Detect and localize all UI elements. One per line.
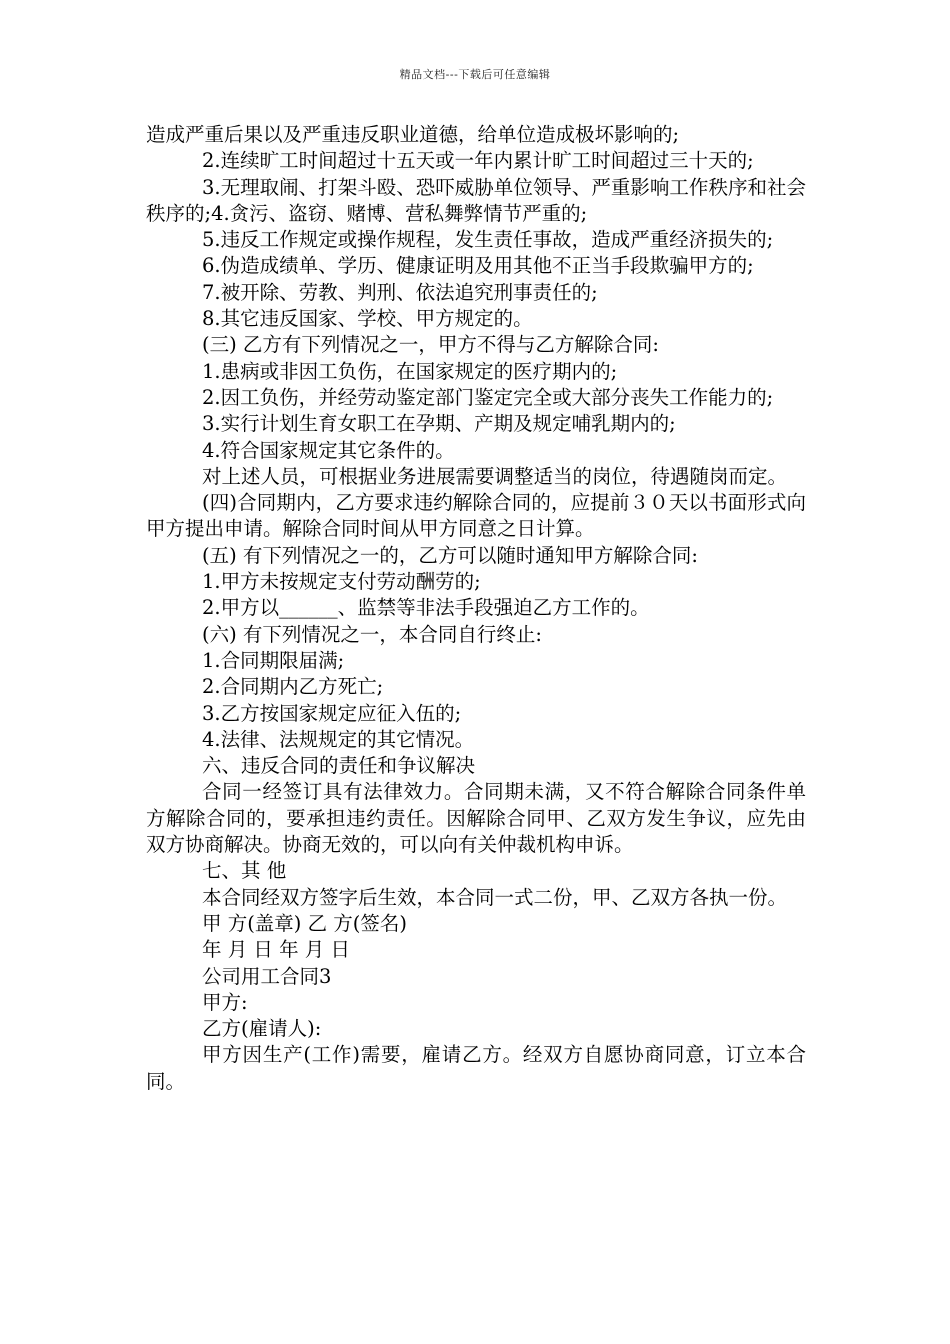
paragraph: 5.违反工作规定或操作规程，发生责任事故，造成严重经济损失的; — [202, 228, 774, 252]
document-body — [146, 122, 806, 1095]
paragraph: 本合同经双方签字后生效，本合同一式二份，甲、乙双方各执一份。 — [202, 885, 788, 909]
paragraph: 2.合同期内乙方死亡; — [202, 675, 384, 699]
paragraph: 3.实行计划生育女职工在孕期、产期及规定哺乳期内的; — [202, 412, 676, 436]
paragraph: 8.其它违反国家、学校、甲方规定的。 — [202, 307, 533, 331]
paragraph: 甲方因生产(工作)需要，雇请乙方。经双方自愿协商同意，订立本合同。 — [146, 1043, 806, 1093]
paragraph: 六、违反合同的责任和争议解决 — [202, 754, 476, 778]
paragraph: 公司用工合同3 — [202, 964, 332, 988]
paragraph: 乙方(雇请人): — [202, 1017, 322, 1041]
paragraph: (四)合同期内，乙方要求违约解除合同的，应提前３０天以书面形式向甲方提出申请。解除合同时间从甲方同意之日计算。 — [146, 491, 806, 541]
paragraph: 2.因工负伤，并经劳动鉴定部门鉴定完全或大部分丧失工作能力的; — [202, 385, 774, 409]
paragraph: 3.无理取闹、打架斗殴、恐吓威胁单位领导、严重影响工作秩序和社会秩序的;4.贪污、盗窃、赌博、营私舞弊情节严重的; — [146, 175, 806, 225]
paragraph: 对上述人员，可根据业务进展需要调整适当的岗位，待遇随岗而定。 — [202, 464, 788, 488]
paragraph: 4.法律、法规规定的其它情况。 — [202, 727, 475, 751]
paragraph: 1.患病或非因工负伤，在国家规定的医疗期内的; — [202, 359, 618, 383]
paragraph: 合同一经签订具有法律效力。合同期未满，又不符合解除合同条件单方解除合同的，要承担违约责任。因解除合同甲、乙双方发生争议，应先由双方协商解决。协商无效的，可以向有关仲裁机构申诉。 — [146, 780, 806, 857]
paragraph: 七、其 他 — [202, 859, 287, 883]
paragraph: 6.伪造成绩单、学历、健康证明及用其他不正当手段欺骗甲方的; — [202, 254, 754, 278]
paragraph: 1.甲方未按规定支付劳动酬劳的; — [202, 570, 481, 594]
paragraph: (三) 乙方有下列情况之一，甲方不得与乙方解除合同: — [202, 333, 659, 357]
paragraph: 4.符合国家规定其它条件的。 — [202, 438, 455, 462]
paragraph: 7.被开除、劳教、判刑、依法追究刑事责任的; — [202, 280, 598, 304]
paragraph: (五) 有下列情况之一的，乙方可以随时通知甲方解除合同: — [202, 543, 698, 567]
paragraph: 2.连续旷工时间超过十五天或一年内累计旷工时间超过三十天的; — [202, 149, 754, 173]
paragraph: 1.合同期限届满; — [202, 648, 345, 672]
paragraph: (六) 有下列情况之一，本合同自行终止: — [202, 622, 542, 646]
page-header: 精品文档---下载后可任意编辑 — [399, 68, 551, 81]
paragraph: 造成严重后果以及严重违反职业道德，给单位造成极坏影响的; — [146, 123, 680, 146]
paragraph: 2.甲方以______、监禁等非法手段强迫乙方工作的。 — [202, 596, 650, 620]
paragraph: 3.乙方按国家规定应征入伍的; — [202, 701, 462, 725]
paragraph: 甲 方(盖章) 乙 方(签名) — [202, 911, 408, 935]
paragraph: 年 月 日 年 月 日 — [202, 938, 350, 962]
paragraph: 甲方: — [202, 990, 248, 1014]
